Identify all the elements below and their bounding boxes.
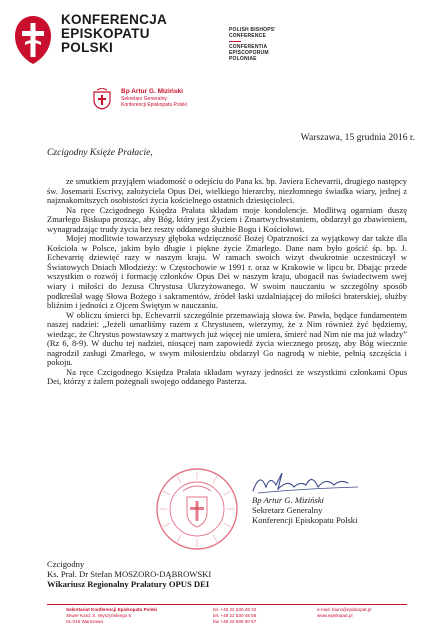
footer-address-line: Skwer Kard. S. Wyszyńskiego 6 [66,613,132,618]
sender-name: Bp Artur G. Miziński [121,88,183,95]
org-it-line: EPISCOPORUM [229,50,269,56]
paragraph: Mojej modlitwie towarzyszy głęboka wdzięczność Bożej Opatrzności za wyjątkowy dar także dla Kościoła w Polsce, jakim było długie i piękne życie Zmarłego. Dane nam było gościć śp. bp. J. Echevarrię dziewięć razy w naszym kraju. W ramach swoich wizyt dwukrotnie uczestniczył w Światowych Dniach Młodzieży: w Częstochowie w 1991 r. oraz w Krakowie w lipcu br. Dbając przede wszystkim o rozwój i formację członków Opus Dei w naszym kraju, ubogacił nas świadectwem swej wiary i miłości do Jezusa Chrystusa Ukrzyżowanego. W swoim nauczaniu w szczególny sposób podkreślał wagę Słowa Bożego i sakramentów, źródeł łaski uzdalniającej do miłości braterskiej, służby bliźnim i jedności z Ojcem Świętym w nauczaniu. [47,233,407,311]
episcopate-logo-icon [13,14,53,66]
org-line: POLSKI [61,40,114,55]
sender-role: Sekretarz Generalny [121,96,167,102]
sender-block [121,88,187,109]
footer-office-name: Sekretariat Konferencji Episkopatu Polski [66,607,158,612]
signatory-title: Sekretarz Generalny [252,505,323,515]
addressee-block [47,559,211,589]
addressee-line: Wikariusz Regionalny Prałatury OPUS DEI [47,579,210,589]
footer-office [66,607,157,625]
footer-phone-line: fax +48 22 838 00 57 [213,619,257,624]
divider [229,41,241,42]
bishop-crest-icon [91,88,113,110]
addressee-line: Czcigodny [47,559,85,569]
org-line: KONFERENCJA [61,12,168,27]
footer-website[interactable]: www.episkopat.pl [317,613,353,618]
sender-role: Konferencji Episkopatu Polski [121,102,187,109]
footer-divider [47,604,407,605]
paragraph: W obliczu śmierci bp. Echevarrii szczególnie przemawiają słowa św. Pawła, będące fundamentem naszej nadziei: „Jeżeli umarliśmy razem z Chrystusem, wierzymy, że z Nim również żyć będziemy, wiedząc, że Chrystus powstawszy z martwych już więcej nie umiera, śmierć nad Nim nie ma już władzy” (Rz 6, 8-9). W duchu tej nadziei, niosącej nam zapowiedź życia wiecznego proszę, aby Bóg wiecznie nagrodził zasługi Zmarłego, w swym miłosierdziu obdarzył Go nagrodą w niebie, pełnią szczęścia i pokoju. [47,309,407,368]
official-stamp-icon [155,467,239,551]
signature-block [252,495,358,525]
org-line: EPISKOPATU [61,26,150,41]
footer-address-line: 01-015 Warszawa [66,619,103,624]
letter-body [47,177,407,387]
org-it-line: POLONIAE [229,56,257,62]
footer-phones [213,607,256,625]
letter-date: Warszawa, 15 grudnia 2016 r. [300,132,415,143]
footer-email[interactable]: e-mail: biuro@episkopat.pl [317,607,372,612]
org-en-line: POLISH BISHOPS' [229,27,276,33]
footer-contact [317,607,371,619]
paragraph: ze smutkiem przyjąłem wiadomość o odejściu do Pana ks. bp. Javiera Echevarrii, drugiego następcy św. Josemarii Escrivy, założyciela Opus Dei, wielkiego hierarchy, niezłomnego świadka wiary, jednej z najznakomitszych osobistości życia kościelnego ostatnich dziesięcioleci. [47,176,407,206]
org-name [61,13,167,55]
org-it-line: CONFERENTIA [229,44,268,50]
paragraph: Na ręce Czcigodnego Księdza Prałata składam wyrazy jedności ze wszystkimi członkami Opus Dei, którzy z żalem pożegnali swojego oddanego Pasterza. [47,366,407,387]
addressee-line: Ks. Prał. Dr Stefan MOSZORO-DĄBROWSKI [47,569,212,579]
org-name-translations [229,27,276,62]
signatory-name: Bp Artur G. Miziński [252,495,324,505]
footer-phone-line: tel. +48 22 530 48 58 [213,613,257,618]
handwritten-signature [248,467,368,497]
signatory-title: Konferencji Episkopatu Polski [252,515,358,525]
paragraph: Na ręce Czcigodnego Księdza Prałata składam moje kondolencje. Modlitwą ogarniam duszę Zmarłego Biskupa prosząc, aby Bóg, który jest Życiem i Zmartwychwstaniem, obdarzył go zbawieniem, wynagradzając trudy życia bez reszty oddanego służbie Bogu i Kościołowi. [47,204,407,234]
org-en-line: CONFERENCE [229,33,267,39]
footer-phone-line: tel. +48 22 530 48 32 [213,607,257,612]
salutation: Czcigodny Księże Prałacie, [47,147,153,158]
